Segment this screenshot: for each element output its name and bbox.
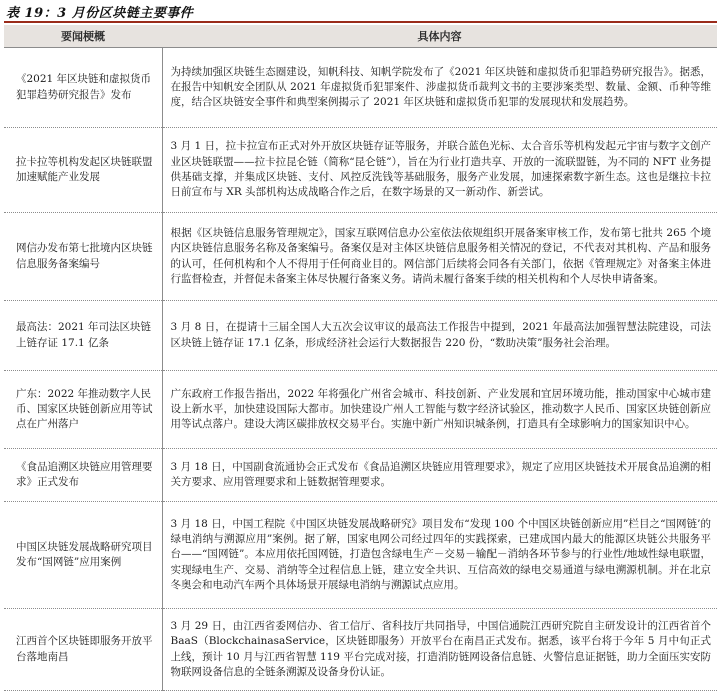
table-row xyxy=(4,128,717,213)
column-header-summary: 要闻梗概 xyxy=(4,25,162,48)
table-header-row xyxy=(4,25,717,48)
table-row xyxy=(4,213,717,301)
event-content: 3 月 1 日，拉卡拉宣布正式对外开放区块链存证等服务，并联合蓝色光标、太合音乐等机构发起元宇宙与数字文创产业区块链联盟——拉卡拉昆仑链（简称“昆仑链”），旨在为行业打造共享、开放的一流联盟链，为不同的 NFT 业务提供基础支撑，并集成区块链、支付、风控反洗钱等基础服务，服务产业发展，加速探索数字新生态。这也是继拉卡拉日前宣布与 XR 头部机构达成战略合作之后，在数字场景的又一新动作、新尝试。 xyxy=(162,128,717,213)
event-content: 3 月 8 日，在提请十三届全国人大五次会议审议的最高法工作报告中提到，2021 年最高法加强智慧法院建设，司法区块链上链存证 17.1 亿条，形成经济社会运行大数据报告 220 份，“数助决策”服务社会治理。 xyxy=(162,301,717,371)
event-content: 为持续加强区块链生态圈建设，知帆科技、知帆学院发布了《2021 年区块链和虚拟货币犯罪趋势研究报告》。据悉，在报告中知帆安全团队从 2021 年虚拟货币犯罪案件、涉虚拟货币裁判文书的主要涉案类型、数量、金额、币种等维度，结合区块链安全事件和典型案例揭示了 2021 年区块链和虚拟货币犯罪的发展现状和发展趋势。 xyxy=(162,48,717,128)
events-table xyxy=(4,25,717,691)
table-row xyxy=(4,502,717,609)
event-content: 3 月 18 日，中国副食流通协会正式发布《食品追溯区块链应用管理要求》，规定了应用区块链技术开展食品追溯的相关方要求、应用管理要求和上链数据管理要求。 xyxy=(162,449,717,502)
event-summary: 《2021 年区块链和虚拟货币犯罪趋势研究报告》发布 xyxy=(4,48,162,128)
column-header-content: 具体内容 xyxy=(162,25,717,48)
event-content: 根据《区块链信息服务管理规定》，国家互联网信息办公室依法依规组织开展备案审核工作，发布第七批共 265 个境内区块链信息服务名称及备案编号。备案仅是对主体区块链信息服务相关情况的登记，不代表对其机构、产品和服务的认可，任何机构和个人不得用于任何商业目的。网信部门后续将会同各有关部门，依据《管理规定》对备案主体进行监督检查，并督促未备案主体尽快履行备案义务。请尚未履行备案手续的相关机构和个人尽快申请备案。 xyxy=(162,213,717,301)
event-summary: 广东：2022 年推动数字人民币、国家区块链创新应用等试点在广州落户 xyxy=(4,371,162,449)
table-row xyxy=(4,609,717,691)
event-content: 广东政府工作报告指出，2022 年将强化广州省会城市、科技创新、产业发展和宜居环境功能，推动国家中心城市建设上新水平，加快建设国际大都市。加快建设广州人工智能与数字经济试验区，推动数字人民币、国家区块链创新应用等试点落户。建设大湾区碳排放权交易平台。实施中新广州知识城条例，打造具有全球影响力的国家知识中心。 xyxy=(162,371,717,449)
table-row xyxy=(4,449,717,502)
title-divider xyxy=(4,21,717,23)
event-summary: 最高法：2021 年司法区块链上链存证 17.1 亿条 xyxy=(4,301,162,371)
event-content: 3 月 29 日，由江西省委网信办、省工信厅、省科技厅共同指导，中国信通院江西研究院自主研发设计的江西省首个 BaaS（BlockchainasaService，区块链即服务）开放平台在南昌正式发布。据悉，该平台将于今年 5 月中旬正式上线，预计 10 月与江西省智慧 119 平台完成对接，打造消防链网设备信息链、火警信息证据链，助力全面压实安防物联网设备信息的全链条溯源及设备身份认证。 xyxy=(162,609,717,691)
event-summary: 江西首个区块链即服务开放平台落地南昌 xyxy=(4,609,162,691)
table-title: 表 19：3 月份区块链主要事件 xyxy=(6,6,194,21)
event-content: 3 月 18 日，中国工程院《中国区块链发展战略研究》项目发布“发现 100 个中国区块链创新应用”栏目之“国网链’的绿电消纳与溯源应用”案例。据了解，国家电网公司经过四年的实践探索，已建成国内最大的能源区块链公共服务平台——“国网链”。本应用依托国网链，打造包含绿电生产－交易－输配－消纳各环节参与的行业性/地域性绿电联盟，实现绿电生产、交易、消纳等全过程信息上链，建立安全共识、互信高效的绿电交易通道与绿电溯源机制。并在北京冬奥会和电动汽车两个具体场景开展绿电消纳与溯源试点应用。 xyxy=(162,502,717,609)
event-summary: 中国区块链发展战略研究项目发布“国网链”应用案例 xyxy=(4,502,162,609)
table-row xyxy=(4,301,717,371)
table-row xyxy=(4,371,717,449)
event-summary: 《食品追溯区块链应用管理要求》正式发布 xyxy=(4,449,162,502)
table-row xyxy=(4,48,717,128)
event-summary: 拉卡拉等机构发起区块链联盟加速赋能产业发展 xyxy=(4,128,162,213)
event-summary: 网信办发布第七批境内区块链信息服务备案编号 xyxy=(4,213,162,301)
